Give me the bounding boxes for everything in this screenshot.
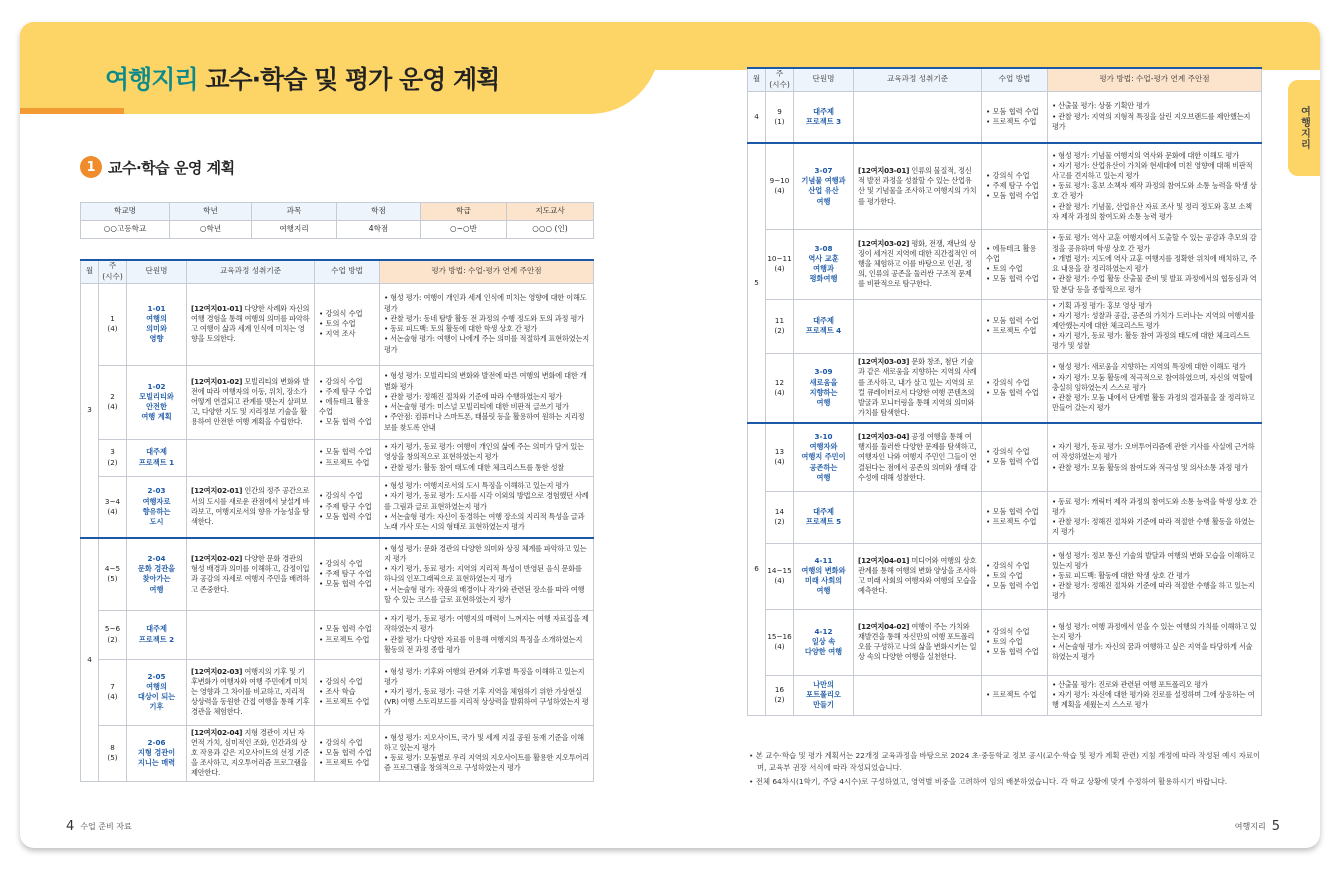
unit-name: 3-10 여행자와 여행지 주민이 공존하는 여행: [794, 423, 854, 491]
unit-name: 2-04 문화 경관을 찾아가는 여행: [127, 538, 187, 610]
table-row: [748, 229, 1262, 299]
info-header: 학년: [170, 203, 252, 221]
month-cell: 4: [81, 538, 99, 781]
week-cell: 9~10 (4): [766, 143, 794, 229]
unit-name: 2-03 여행자로 향유하는 도시: [127, 476, 187, 538]
col-header-standard: 교육과정 성취기준: [187, 260, 315, 283]
plan-table-right: [747, 67, 1262, 716]
standard-text: 평화, 전쟁, 재난의 상징이 세겨진 지역에 대한 직간접적인 여행을 체험하고 이를 바탕으로 인권, 정의, 인류의 공존을 둘러싼 구조적 문제를 비판적으로 탐구한다.: [858, 238, 977, 289]
unit-name: 대주제 프로젝트 4: [794, 299, 854, 353]
table-row: [748, 675, 1262, 715]
standard-code: [12여지03-02]: [858, 238, 910, 248]
info-header: 지도교사: [507, 203, 594, 221]
col-header-week-text: 주 (시수): [102, 261, 123, 281]
col-header-week: [99, 260, 127, 283]
teaching-method: • 모둠 협력 수업 • 프로젝트 수업: [982, 91, 1048, 143]
evaluation-method: • 동료 평가: 역사 교훈 여행지에서 도출할 수 있는 공감과 추모의 감정을 공유하며 학생 상호 간 평가 • 개별 평가: 지도에 역사 교훈 여행지를 정확한 위치에 배치하고, 주요 내용을 잘 정리하였는지 평가 • 관찰 평가: 수업 활동 산출물 준비 및 발표 과정에서의 협동심과 역할 분담 등을 종합적으로 평가: [1048, 229, 1262, 299]
table-row: [81, 365, 594, 439]
achievement-standard: [854, 423, 982, 491]
evaluation-method: • 자기 평가, 동료 평가: 여행지의 매력이 느껴지는 여행 자료집을 제작하였는지 평가 • 관찰 평가: 다양한 자료를 이용해 여행지의 특징을 소개하였는지 활동의 전 과정 종합 평가: [380, 610, 594, 659]
achievement-standard: [854, 675, 982, 715]
side-tab-label: 여행지리: [1298, 106, 1310, 150]
table-row: [81, 659, 594, 725]
teaching-method: • 프로젝트 수업: [982, 675, 1048, 715]
col-header-unit: 단원명: [794, 68, 854, 91]
evaluation-method: • 산출물 평가: 진로와 관련된 여행 포트폴리오 평가 • 자기 평가: 자신에 대한 평가와 진로를 설정하며 그에 상응하는 여행 계획을 세웠는지 스스로 평가: [1048, 675, 1262, 715]
achievement-standard: [187, 365, 315, 439]
info-value: 4학점: [337, 221, 421, 239]
achievement-standard: [187, 476, 315, 538]
col-header-month: 월: [748, 68, 766, 91]
evaluation-method: • 자기 평가, 동료 평가: 오버투어리즘에 관한 기사를 사실에 근거하여 작성하였는지 평가 • 관찰 평가: 모둠 활동의 참여도와 적극성 및 의사소통 과정 평가: [1048, 423, 1262, 491]
evaluation-method: • 형성 평가: 기후와 여행의 관계와 기후별 특징을 이해하고 있는지 평가 • 자기 평가, 동료 평가: 극한 기후 지역을 체험하기 위한 가상현실(VR) 여행 스토리보드를 지리적 상상력을 발휘하여 구성하였는지 평가: [380, 659, 594, 725]
table-row: [748, 609, 1262, 675]
week-cell: 8 (5): [99, 725, 127, 781]
evaluation-method: • 형성 평가: 문화 경관의 다양한 의미와 상징 체계를 파악하고 있는지 평가 • 자기 평가, 동료 평가: 지역의 지리적 특성이 반영된 음식 문화를 하나의 인포그래픽으로 표현하였는지 평가 • 서논술형 평가: 작품의 배경이나 작가와 관련된 장소를 따라 여행할 수 있는 코스를 글로 표현하였는지 평가: [380, 538, 594, 610]
side-tab[interactable]: [1288, 80, 1320, 176]
teaching-method: • 강의식 수업 • 주제 탐구 수업 • 모둠 협력 수업: [982, 143, 1048, 229]
standard-text: 지형 경관이 지닌 자연적 가치, 심미적인 조화, 인간과의 상호 작용과 같은 지오사이트의 선정 기준을 조사하고, 지오투어리즘 프로그램을 제안한다.: [191, 727, 310, 778]
table-row: [748, 91, 1262, 143]
teaching-method: • 강의식 수업 • 모둠 협력 수업 • 프로젝트 수업: [315, 725, 380, 781]
week-cell: 5~6 (2): [99, 610, 127, 659]
unit-name: 대주제 프로젝트 5: [794, 491, 854, 543]
col-header-evaluation: 평가 방법: 수업-평가 연계 주안점: [380, 260, 594, 283]
title-rest: 교수·학습 및 평가 운영 계획: [205, 65, 500, 94]
standard-text: 인간의 정주 공간으로서의 도시를 새로운 관점에서 낯설게 바라보고, 여행지로서의 향유 가능성을 탐색한다.: [191, 486, 310, 527]
standard-text: 모빌리티의 변화와 발전에 따라 여행자의 이동, 위치, 장소가 어떻게 연결되고 관계를 맺는지 살펴보고, 다양한 지도 및 지리정보 기술을 활용하여 안전한 여행 계획을 수립한다.: [191, 376, 310, 427]
week-cell: 10~11 (4): [766, 229, 794, 299]
table-row: [81, 725, 594, 781]
standard-text: 여행이 주는 가치와 재발견을 통해 자신만의 여행 포트폴리오를 구성하고 나의 삶을 변화시키는 일상 속의 다양한 여행을 실천한다.: [858, 621, 977, 662]
info-value: ○학년: [170, 221, 252, 239]
info-header: 학점: [337, 203, 421, 221]
week-cell: 2 (4): [99, 365, 127, 439]
table-row: [748, 353, 1262, 423]
unit-name: 1-02 모빌리티와 안전한 여행 계획: [127, 365, 187, 439]
info-header: 학급: [421, 203, 507, 221]
table-row: [748, 299, 1262, 353]
teaching-method: • 강의식 수업 • 토의 수업 • 모둠 협력 수업: [982, 609, 1048, 675]
standard-code: [12여지03-04]: [858, 431, 910, 441]
teaching-method: • 강의식 수업 • 조사 학습 • 프로젝트 수업: [315, 659, 380, 725]
teaching-method: • 모둠 협력 수업 • 프로젝트 수업: [315, 610, 380, 659]
col-header-standard: 교육과정 성취기준: [854, 68, 982, 91]
achievement-standard: [187, 725, 315, 781]
week-cell: 14 (2): [766, 491, 794, 543]
standard-text: 미디어와 여행의 상호 관계를 통해 여행의 변화 양상을 조사하고 미래 사회의 여행자와 여행의 모습을 예측한다.: [858, 555, 977, 596]
standard-code: [12여지02-01]: [191, 486, 243, 496]
teaching-method: • 모둠 협력 수업 • 프로젝트 수업: [982, 491, 1048, 543]
standard-text: 공정 여행을 통해 여행지를 둘러싼 다양한 문제를 탐색하고, 여행자인 나와 여행지 주민인 그들이 연결된다는 점에서 공존의 의미와 생태 감수성에 대해 성찰한다.: [858, 431, 977, 482]
page-spread: [20, 22, 1320, 848]
month-cell: 3: [81, 283, 99, 538]
week-cell: 14~15 (4): [766, 543, 794, 609]
achievement-standard: [854, 91, 982, 143]
achievement-standard: [854, 609, 982, 675]
week-cell: 3 (2): [99, 439, 127, 476]
class-info-table: [80, 202, 594, 239]
col-header-week-text: 주 (시수): [769, 69, 790, 89]
achievement-standard: [187, 538, 315, 610]
note-item: • 본 교수·학습 및 평가 계획서는 22개정 교육과정을 바탕으로 2024 초·중등학교 정보 공시(교수·학습 및 평가 계획 관련) 지침 개정에 따라 작성된 예시 자료이며, 교육부 권장 서식에 따라 작성되었습니다.: [749, 751, 1261, 772]
table-row: [748, 143, 1262, 229]
standard-text: 문화 창조, 첨단 기술과 같은 새로움을 지향하는 지역의 사례를 조사하고, 내가 살고 있는 지역의 로컬 큐레이터로서 다양한 여행 콘텐츠의 발굴과 모니터링을 통해 지역의 의미와 가치를 탐색한다.: [858, 357, 977, 418]
evaluation-method: • 형성 평가: 여행 과정에서 얻을 수 있는 여행의 가치를 이해하고 있는지 평가 • 서논술형 평가: 자신의 꿈과 여행하고 싶은 지역을 타당하게 서술하였는지 평가: [1048, 609, 1262, 675]
info-value: 여행지리: [252, 221, 337, 239]
table-row: [748, 491, 1262, 543]
week-cell: 4~5 (5): [99, 538, 127, 610]
unit-name: 나만의 포트폴리오 만들기: [794, 675, 854, 715]
table-row: [748, 423, 1262, 491]
table-row: [748, 543, 1262, 609]
standard-code: [12여지02-02]: [191, 553, 243, 563]
unit-name: 4-12 일상 속 다양한 여행: [794, 609, 854, 675]
teaching-method: • 강의식 수업 • 주제 탐구 수업 • 에듀테크 활용 수업 • 모둠 협력 수업: [315, 365, 380, 439]
achievement-standard: [187, 659, 315, 725]
week-cell: 3~4 (4): [99, 476, 127, 538]
col-header-evaluation: 평가 방법: 수업-평가 연계 주안점: [1048, 68, 1262, 91]
achievement-standard: [854, 491, 982, 543]
unit-name: 3-07 기념물 여행과 산업 유산 여행: [794, 143, 854, 229]
evaluation-method: • 형성 평가: 새로움을 지향하는 지역의 특징에 대한 이해도 평가 • 자기 평가: 모둠 활동에 적극적으로 참여하였으며, 자신의 역할에 충실히 임하였는지 스스로 평가 • 관찰 평가: 모둠 내에서 단계별 활동 과정의 결과물을 잘 정리하고 만들어 갔는지 평가: [1048, 353, 1262, 423]
unit-name: 대주제 프로젝트 1: [127, 439, 187, 476]
month-cell: 5: [748, 143, 766, 423]
note-item: • 전체 64차시(1학기, 주당 4시수)로 구성하였고, 영역별 비중을 고려하여 임의 배분하였습니다. 각 학교 상황에 맞게 수정하여 활용하시기 바랍니다.: [749, 776, 1228, 786]
achievement-standard: [187, 283, 315, 365]
evaluation-method: • 형성 평가: 모빌리티의 변화와 발전에 따른 여행의 변화에 대한 개별화 평가 • 관찰 평가: 정해진 절차와 기준에 따라 수행하였는지 평가 • 서논술형 평가: 미스널 모빌리티에 대한 비판적 글쓰기 평가 • 주안점: 컴퓨터나 스마트폰, 태블릿 등을 활용하여 원하는 지리정보를 찾도록 안내: [380, 365, 594, 439]
teaching-method: • 강의식 수업 • 주제 탐구 수업 • 모둠 협력 수업: [315, 476, 380, 538]
evaluation-method: • 산출물 평가: 상품 기획안 평가 • 관찰 평가: 지역의 지형적 특징을 살린 지오브랜드를 제안했는지 평가: [1048, 91, 1262, 143]
table-row: [81, 283, 594, 365]
col-header-method: 수업 방법: [315, 260, 380, 283]
evaluation-method: • 형성 평가: 정보 통신 기술의 발달과 여행의 변화 모습을 이해하고 있는지 평가 • 동료 피드백: 활동에 대한 학생 상호 간 평가 • 관찰 평가: 정해진 절차와 기준에 따라 적절한 수행을 하고 있는지 평가: [1048, 543, 1262, 609]
notes: [747, 750, 1261, 790]
achievement-standard: [187, 610, 315, 659]
page-number-right: 5: [1271, 819, 1280, 834]
evaluation-method: • 기획 과정 평가: 홍보 영상 평가 • 자기 평가: 성찰과 공감, 공존의 가치가 드러나는 지역의 여행지를 제안했는지에 대한 체크리스트 평가 • 자기 평가, 동료 평가: 활동 참여 과정의 태도에 대한 체크리스트 평가 및 성찰: [1048, 299, 1262, 353]
col-header-week: [766, 68, 794, 91]
table-row: [81, 439, 594, 476]
table-row: [81, 610, 594, 659]
plan-table-left: [80, 259, 594, 782]
page-number-left: 4: [66, 819, 75, 834]
week-cell: 15~16 (4): [766, 609, 794, 675]
standard-code: [12여지01-01]: [191, 303, 243, 313]
standard-text: 다양한 문화 경관의 형성 배경과 의미를 이해하고, 감정이입과 공감의 자세로 여행지 주민을 배려하고 존중한다.: [191, 553, 310, 594]
unit-name: 2-05 여행의 대상이 되는 기후: [127, 659, 187, 725]
evaluation-method: • 형성 평가: 지오사이트, 국가 및 세계 지질 공원 등재 기준을 이해하고 있는지 평가 • 동료 평가: 모둠별로 우리 지역의 지오사이트를 활용한 지오투어리즘 프로그램을 창의적으로 구성하였는지 평가: [380, 725, 594, 781]
week-cell: 13 (4): [766, 423, 794, 491]
standard-code: [12여지04-01]: [858, 555, 910, 565]
section-label: 교수·학습 운영 계획: [108, 158, 235, 177]
info-header: 과목: [252, 203, 337, 221]
standard-code: [12여지01-02]: [191, 376, 243, 386]
week-cell: 9 (1): [766, 91, 794, 143]
standard-text: 다양한 사례와 자신의 여행 경험을 통해 여행의 의미를 파악하고 여행이 삶과 세계 인식에 미치는 영향을 토의한다.: [191, 303, 310, 344]
week-cell: 7 (4): [99, 659, 127, 725]
col-header-month: 월: [81, 260, 99, 283]
achievement-standard: [854, 543, 982, 609]
info-value: ○~○반: [421, 221, 507, 239]
info-header: 학교명: [81, 203, 170, 221]
unit-name: 1-01 여행의 의미와 영향: [127, 283, 187, 365]
evaluation-method: • 형성 평가: 여행지로서의 도시 특징을 이해하고 있는지 평가 • 자기 평가, 동료 평가: 도시를 시각 이외의 방법으로 경험했던 사례를 그림과 글로 표현하였는지 평가 • 서논술형 평가: 자신이 동경하는 여행 장소의 지리적 특성을 글과 노래 가사 또는 시의 형태로 표현하였는지 평가: [380, 476, 594, 538]
title-highlight: 여행지리: [105, 65, 198, 94]
achievement-standard: [854, 299, 982, 353]
teaching-method: • 강의식 수업 • 주제 탐구 수업 • 모둠 협력 수업: [315, 538, 380, 610]
unit-name: 3-08 역사 교훈 여행과 평화여행: [794, 229, 854, 299]
teaching-method: • 강의식 수업 • 모둠 협력 수업: [982, 353, 1048, 423]
unit-name: 4-11 여행의 변화와 미래 사회의 여행: [794, 543, 854, 609]
standard-text: 인류의 물질적, 정신적 발전 과정을 성찰할 수 있는 산업유산 및 기념물을 조사하고 여행지의 가치를 평가한다.: [858, 165, 977, 206]
teaching-method: • 강의식 수업 • 토의 수업 • 모둠 협력 수업: [982, 543, 1048, 609]
evaluation-method: • 자기 평가, 동료 평가: 여행이 개인의 삶에 주는 의미가 담겨 있는 영상을 창의적으로 표현하였는지 평가 • 관찰 평가: 활동 참여 태도에 대한 체크리스트를 통한 성찰: [380, 439, 594, 476]
teaching-method: • 강의식 수업 • 토의 수업 • 지역 조사: [315, 283, 380, 365]
standard-text: 여행지의 기후 및 기후변화가 여행자와 여행 주민에게 미치는 영향과 그 차이를 비교하고, 지리적 상상력을 동원한 간접 여행을 통해 기후 경관을 체험한다.: [191, 666, 310, 717]
info-value: ○○○ (인): [507, 221, 594, 239]
week-cell: 11 (2): [766, 299, 794, 353]
footer-right-text: 여행지리: [1234, 822, 1266, 831]
week-cell: 1 (4): [99, 283, 127, 365]
accent-stripe: [20, 108, 124, 114]
standard-code: [12여지03-01]: [858, 165, 910, 175]
teaching-method: • 강의식 수업 • 모둠 협력 수업: [982, 423, 1048, 491]
col-header-method: 수업 방법: [982, 68, 1048, 91]
evaluation-method: • 형성 평가: 여행이 개인과 세계 인식에 미치는 영향에 대한 이해도 평가 • 관찰 평가: 동네 탐방 활동 전 과정의 수행 정도와 토의 과정 평가 • 동료 피드백: 토의 활동에 대한 학생 상호 간 평가 • 서논술형 평가: 여행이 나에게 주는 의미를 적절하게 표현하였는지 평가: [380, 283, 594, 365]
footer-right: [1235, 819, 1286, 834]
unit-name: 대주제 프로젝트 3: [794, 91, 854, 143]
table-row: [81, 476, 594, 538]
evaluation-method: • 형성 평가: 기념물 여행지의 역사와 문화에 대한 이해도 평가 • 자기 평가: 산업유산이 가치와 현세대에 미친 영향에 대해 비판적 사고를 견지하고 있는지 평가 • 동료 평가: 홍보 소책자 제작 과정의 참여도와 소통 능력을 학생 상호 간 평가 • 관찰 평가: 기념물, 산업유산 자료 조사 및 정리 정도와 홍보 소책자 제작 과정의 참여도와 소통 능력 평가: [1048, 143, 1262, 229]
unit-name: 3-09 새로움을 지향하는 여행: [794, 353, 854, 423]
achievement-standard: [854, 143, 982, 229]
month-cell: 6: [748, 423, 766, 715]
achievement-standard: [854, 353, 982, 423]
info-value: ○○고등학교: [81, 221, 170, 239]
section-number: 1: [80, 156, 102, 178]
col-header-unit: 단원명: [127, 260, 187, 283]
table-row: [81, 538, 594, 610]
standard-code: [12여지03-03]: [858, 357, 910, 367]
page-title: [105, 60, 499, 96]
unit-name: 대주제 프로젝트 2: [127, 610, 187, 659]
teaching-method: • 모둠 협력 수업 • 프로젝트 수업: [315, 439, 380, 476]
standard-code: [12여지02-04]: [191, 727, 243, 737]
standard-code: [12여지02-03]: [191, 666, 243, 676]
unit-name: 2-06 지형 경관이 지니는 매력: [127, 725, 187, 781]
footer-left-text: 수업 준비 자료: [80, 822, 132, 831]
teaching-method: • 에듀테크 활용 수업 • 토의 수업 • 모둠 협력 수업: [982, 229, 1048, 299]
week-cell: 16 (2): [766, 675, 794, 715]
evaluation-method: • 동료 평가: 캐릭터 제작 과정의 참여도와 소통 능력을 학생 상호 간 평가 • 관찰 평가: 정해진 절차와 기준에 따라 적절한 수행 활동을 하였는지 평가: [1048, 491, 1262, 543]
section-heading: [80, 156, 235, 178]
standard-code: [12여지04-02]: [858, 621, 910, 631]
month-cell: 4: [748, 91, 766, 143]
week-cell: 12 (4): [766, 353, 794, 423]
achievement-standard: [187, 439, 315, 476]
footer-left: [60, 819, 132, 834]
teaching-method: • 모둠 협력 수업 • 프로젝트 수업: [982, 299, 1048, 353]
achievement-standard: [854, 229, 982, 299]
